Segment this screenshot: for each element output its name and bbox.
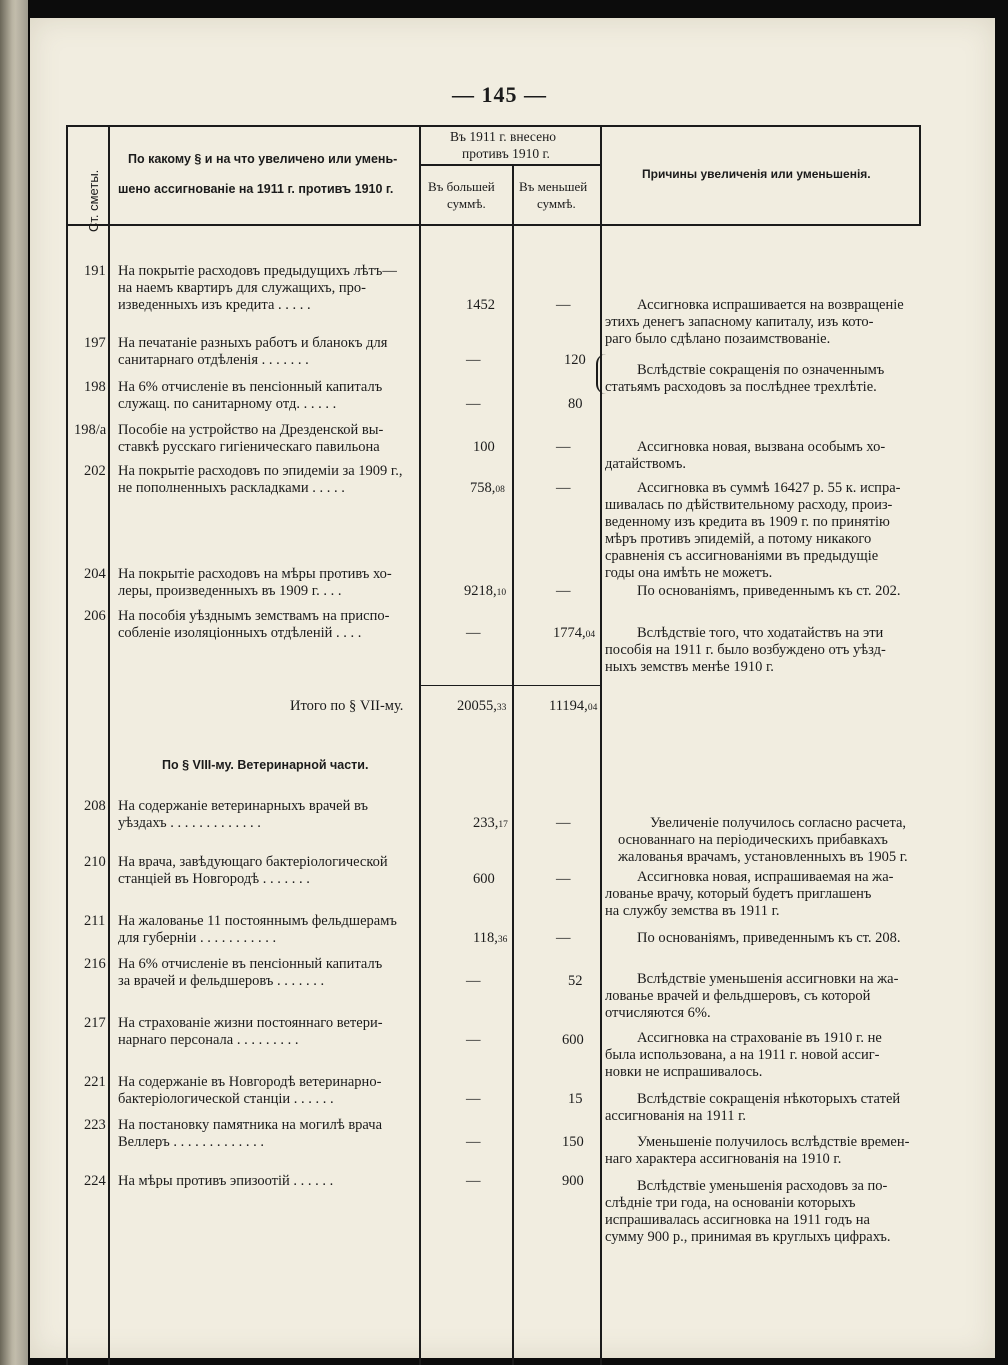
row-210-desc-1: На врача, завѣдующаго бактеріологической: [118, 854, 388, 870]
row-208-more-kop: 17: [498, 820, 508, 830]
row-224-num: 224: [84, 1173, 106, 1189]
row-216-more: —: [466, 973, 481, 989]
header-description-line1: По какому § и на что увеличено или умень-: [128, 152, 398, 166]
table-right-border: [919, 125, 921, 225]
row-206-less-int: 1774,: [553, 625, 586, 641]
row-223-reason-2: наго характера ассигнованія на 1910 г.: [605, 1151, 842, 1167]
row-221-less: 15: [568, 1091, 583, 1107]
row-198a-less: —: [556, 439, 571, 455]
row-210-num: 210: [84, 854, 106, 870]
total-vii-label: Итого по § VII-му.: [290, 698, 404, 714]
row-221-desc-1: На содержаніе въ Новгородѣ ветеринарно-: [118, 1074, 382, 1090]
row-204-desc-2: леры, произведенныхъ въ 1909 г. . . .: [118, 583, 342, 599]
header-less-line2: суммѣ.: [537, 196, 576, 211]
row-198a-desc-2: ставкѣ русскаго гигіеническаго павильона: [118, 439, 380, 455]
row-191-num: 191: [84, 263, 106, 279]
row-198a-desc-1: Пособіе на устройство на Дрезденской вы-: [118, 422, 384, 438]
row-208-desc-1: На содержаніе ветеринарныхъ врачей въ: [118, 798, 368, 814]
row-208-desc-2: уѣздахъ . . . . . . . . . . . . .: [118, 815, 261, 831]
group-header-rule: [419, 164, 601, 166]
row-197-num: 197: [84, 335, 106, 351]
row-202-reason-2: шивалась по дѣйствительному расходу, произ-: [605, 497, 893, 513]
row-191-reason-1: Ассигновка испрашивается на возвращеніе: [637, 297, 904, 313]
row-223-more: —: [466, 1134, 481, 1150]
header-more-line1: Въ большей: [428, 179, 495, 194]
row-217-reason-3: новки не испрашивалось.: [605, 1064, 763, 1080]
row-206-less-kop: 04: [585, 630, 596, 640]
row-204-desc-1: На покрытіе расходовъ на мѣры противъ хо-: [118, 566, 392, 582]
row-210-reason-2: лованье врачу, который будетъ приглашенъ: [605, 886, 872, 902]
row-208-num: 208: [84, 798, 106, 814]
row-206-less: [553, 624, 595, 644]
row-211-more: [473, 929, 507, 949]
header-article-no: Ст. сметы.: [86, 169, 101, 232]
row-198-desc-2: служащ. по санитарному отд. . . . . .: [118, 396, 337, 412]
row-204-more: [464, 582, 506, 602]
row-202-less: —: [556, 480, 571, 496]
row-202-reason-6: годы она имѣть не можетъ.: [605, 565, 773, 581]
row-211-desc-1: На жалованье 11 постояннымъ фельдшерамъ: [118, 913, 397, 929]
row-197-reason-2: статьямъ расходовъ за послѣднее трехлѣтіе.: [605, 379, 877, 395]
row-206-reason-3: ныхъ земствъ менѣе 1910 г.: [605, 659, 774, 675]
row-208-reason-3: жалованья врачамъ, установленныхъ въ 1905 г.: [618, 849, 908, 865]
row-204-num: 204: [84, 566, 106, 582]
row-198a-more: 100: [473, 439, 495, 455]
row-224-reason-3: испрашивалась ассигновка на 1911 годъ на: [605, 1212, 870, 1228]
page-number: — 145 —: [452, 82, 547, 107]
row-191-reason-3: раго было сдѣлано позаимствованіе.: [605, 331, 831, 347]
row-202-more: [470, 479, 505, 499]
row-202-reason-1: Ассигновка въ суммѣ 16427 р. 55 к. испра-: [637, 480, 901, 496]
row-202-reason-5: сравненія съ ассигнованіями въ предыдущіе: [605, 548, 879, 564]
row-221-desc-2: бактеріологической станціи . . . . . .: [118, 1091, 334, 1107]
table-left-border: [66, 125, 68, 1365]
row-221-more: —: [466, 1091, 481, 1107]
row-198-desc-1: На 6% отчисленіе въ пенсіонный капиталъ: [118, 379, 383, 395]
row-208-less: —: [556, 815, 571, 831]
row-224-more: —: [466, 1173, 481, 1189]
row-223-less: 150: [562, 1134, 584, 1150]
row-217-reason-1: Ассигновка на страхованіе въ 1910 г. не: [637, 1030, 882, 1046]
row-204-more-kop: 10: [496, 588, 507, 598]
row-211-desc-2: для губерніи . . . . . . . . . . .: [118, 930, 277, 946]
row-197-less: 120: [564, 352, 586, 368]
row-198a-num: 198/а: [74, 422, 107, 438]
table-top-border: [66, 125, 921, 127]
row-206-desc-2: собленіе изоляціонныхъ отдѣленій . . . .: [118, 625, 362, 641]
row-210-reason-1: Ассигновка новая, испрашиваемая на жа-: [637, 869, 894, 885]
row-202-more-int: 758,: [470, 480, 496, 496]
header-description-line2: шено ассигнованіе на 1911 г. противъ 1910 г.: [118, 182, 394, 196]
row-211-num: 211: [84, 913, 106, 929]
row-208-more: [473, 814, 508, 834]
header-group-line1: Въ 1911 г. внесено: [450, 129, 557, 144]
header-bottom-rule: [66, 224, 921, 226]
row-210-more: 600: [473, 871, 495, 887]
total-vii-less-kop: 04: [587, 703, 598, 713]
row-208-reason-1: Увеличеніе получилось согласно расчета,: [650, 815, 907, 831]
row-216-desc-2: за врачей и фельдшеровъ . . . . . . .: [118, 973, 325, 989]
row-197-reason-1: Вслѣдствіе сокращенія по означеннымъ: [637, 362, 885, 378]
row-202-more-kop: 08: [495, 485, 505, 495]
row-221-num: 221: [84, 1074, 106, 1090]
col-divider-1: [108, 125, 110, 1365]
col-divider-3: [512, 164, 514, 1365]
row-198a-reason-2: датайствомъ.: [605, 456, 686, 472]
row-208-reason-2: основаннаго на періодическихъ прибавкахъ: [618, 832, 888, 848]
row-197-desc-2: санитарнаго отдѣленія . . . . . . .: [118, 352, 309, 368]
total-top-rule: [420, 685, 600, 686]
total-vii-less-int: 11194,: [549, 698, 588, 714]
row-223-num: 223: [84, 1117, 106, 1133]
total-vii-more-kop: 33: [496, 703, 507, 713]
row-197-more: —: [466, 352, 481, 368]
row-206-reason-2: пособія на 1911 г. было возбуждено отъ уѣзд-: [605, 642, 886, 658]
row-211-less: —: [556, 930, 571, 946]
total-vii-more: [457, 697, 506, 717]
row-210-reason-3: на службу земства въ 1911 г.: [605, 903, 780, 919]
header-more-line2: суммѣ.: [447, 196, 486, 211]
row-216-reason-1: Вслѣдствіе уменьшенія ассигновки на жа-: [637, 971, 899, 987]
row-191-less: —: [556, 297, 571, 313]
row-208-more-int: 233,: [473, 815, 499, 831]
row-216-reason-2: лованье врачей и фельдшеровъ, съ которой: [605, 988, 871, 1004]
row-191-reason-2: этихъ денегъ запасному капиталу, изъ кото-: [605, 314, 874, 330]
row-204-reason-1: По основаніямъ, приведеннымъ къ ст. 202.: [637, 583, 901, 599]
row-223-reason-1: Уменьшеніе получилось вслѣдствіе времен-: [637, 1134, 910, 1150]
row-198-num: 198: [84, 379, 106, 395]
row-210-less: —: [556, 871, 571, 887]
row-211-more-kop: 36: [497, 935, 508, 945]
row-224-reason-2: слѣдніе три года, на основаніи которыхъ: [605, 1195, 856, 1211]
row-206-num: 206: [84, 608, 106, 624]
row-206-more: —: [466, 625, 481, 641]
row-191-desc-2: на наемъ квартиръ для служащихъ, про-: [118, 280, 366, 296]
row-202-reason-3: веденному изъ кредита въ 1909 г. по принятію: [605, 514, 890, 530]
row-216-desc-1: На 6% отчисленіе въ пенсіонный капиталъ: [118, 956, 383, 972]
row-202-desc-1: На покрытіе расходовъ по эпидеміи за 1909 г.,: [118, 463, 403, 479]
row-191-desc-1: На покрытіе расходовъ предыдущихъ лѣтъ—: [118, 263, 397, 279]
row-211-reason-1: По основаніямъ, приведеннымъ къ ст. 208.: [637, 930, 901, 946]
row-206-desc-1: На пособія уѣзднымъ земствамъ на приспо-: [118, 608, 390, 624]
row-221-reason-2: ассигнованія на 1911 г.: [605, 1108, 747, 1124]
row-210-desc-2: станціей въ Новгородѣ . . . . . . .: [118, 871, 310, 887]
row-224-reason-1: Вслѣдствіе уменьшенія расходовъ за по-: [637, 1178, 888, 1194]
row-198a-reason-1: Ассигновка новая, вызвана особымъ хо-: [637, 439, 886, 455]
row-204-more-int: 9218,: [464, 583, 497, 599]
row-217-reason-2: была использована, а на 1911 г. новой ассиг-: [605, 1047, 880, 1063]
row-223-desc-2: Веллеръ . . . . . . . . . . . . .: [118, 1134, 265, 1150]
row-217-more: —: [466, 1032, 481, 1048]
row-198-more: —: [466, 396, 481, 412]
row-217-desc-1: На страхованіе жизни постояннаго ветери-: [118, 1015, 383, 1031]
row-202-num: 202: [84, 463, 106, 479]
row-202-reason-4: мѣръ противъ эпидемій, а потому никакого: [605, 531, 872, 547]
total-vii-less: [549, 697, 597, 717]
col-divider-2: [419, 125, 421, 1365]
row-217-num: 217: [84, 1015, 106, 1031]
row-223-desc-1: На постановку памятника на могилѣ врача: [118, 1117, 383, 1133]
row-202-desc-2: не пополненныхъ раскладками . . . . .: [118, 480, 345, 496]
section-viii-heading: По § VIII-му. Ветеринарной части.: [162, 758, 369, 772]
total-vii-more-int: 20055,: [457, 698, 497, 714]
row-198-less: 80: [568, 396, 583, 412]
header-group-line2: противъ 1910 г.: [462, 146, 550, 161]
header-less-line1: Въ меньшей: [519, 179, 588, 194]
row-224-reason-4: сумму 900 р., принимая въ круглыхъ цифрахъ.: [605, 1229, 891, 1245]
row-197-desc-1: На печатаніе разныхъ работъ и бланокъ для: [118, 335, 388, 351]
row-216-less: 52: [568, 973, 583, 989]
row-216-reason-3: отчисляются 6%.: [605, 1005, 711, 1021]
row-206-reason-1: Вслѣдствіе того, что ходатайствъ на эти: [637, 625, 884, 641]
row-217-less: 600: [562, 1032, 584, 1048]
col-divider-4: [600, 125, 602, 1365]
row-216-num: 216: [84, 956, 106, 972]
row-217-desc-2: нарнаго персонала . . . . . . . . .: [118, 1032, 299, 1048]
row-191-more: 1452: [466, 297, 495, 313]
row-224-less: 900: [562, 1173, 584, 1189]
row-224-desc-1: На мѣры противъ эпизоотій . . . . . .: [118, 1173, 334, 1189]
row-204-less: —: [556, 583, 571, 599]
row-211-more-int: 118,: [473, 930, 498, 946]
row-221-reason-1: Вслѣдствіе сокращенія нѣкоторыхъ статей: [637, 1091, 901, 1107]
row-191-desc-3: изведенныхъ изъ кредита . . . . .: [118, 297, 311, 313]
header-reasons: Причины увеличенія или уменьшенія.: [642, 167, 871, 181]
